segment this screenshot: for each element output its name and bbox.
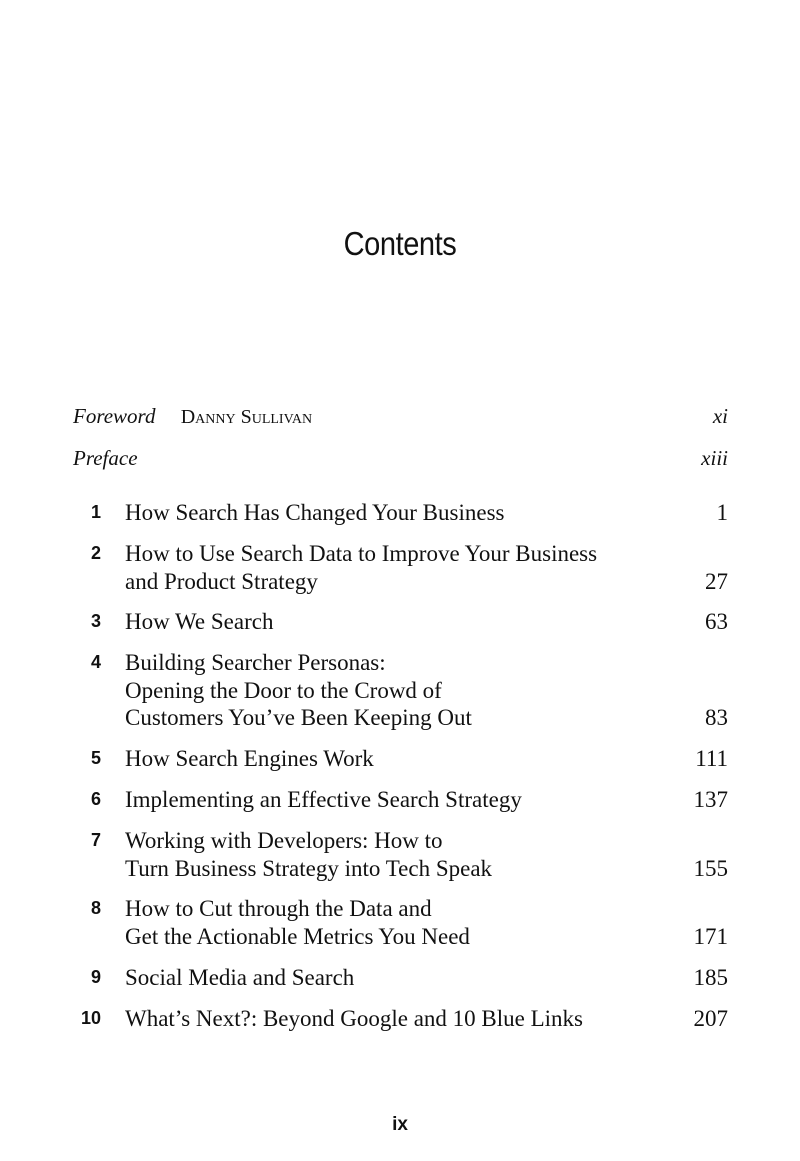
chapter-page: 171: [693, 923, 728, 949]
front-matter-preface: [73, 445, 728, 471]
chapter-number: 7: [90, 830, 101, 850]
page-title: Contents: [343, 225, 457, 262]
chapter-page: 137: [693, 787, 728, 812]
front-matter-label: Foreword: [73, 404, 156, 428]
chapter-number: 1: [90, 502, 101, 522]
chapter-title-line: How Search Has Changed Your Business: [125, 500, 505, 525]
chapter-title-line: Customers You’ve Been Keeping Out: [125, 705, 472, 730]
chapter-title: [125, 827, 665, 882]
chapter-title: [125, 964, 665, 992]
chapter-title-line: How We Search: [125, 609, 274, 634]
chapter-title-line: How to Cut through the Data and: [125, 896, 432, 921]
chapter-number: 3: [90, 611, 101, 631]
chapter-page: 63: [705, 609, 728, 634]
chapter-page: 27: [705, 568, 728, 594]
chapter-number: 4: [90, 652, 101, 672]
toc-entry-chapter-8: [73, 895, 728, 950]
chapter-title: [125, 608, 665, 636]
chapter-title-line: Opening the Door to the Crowd of: [125, 677, 442, 703]
toc-entry-chapter-9: [73, 964, 728, 992]
chapter-page: 1: [716, 500, 728, 525]
chapter-title-line: Working with Developers: How to: [125, 828, 443, 853]
chapter-title-line: Social Media and Search: [125, 965, 355, 990]
toc-entry-chapter-10: [73, 1005, 728, 1033]
chapter-number: 8: [90, 898, 101, 918]
chapter-title: [125, 895, 665, 950]
toc-entry-chapter-5: [73, 745, 728, 773]
front-matter-foreword: [73, 403, 728, 429]
chapter-number: 2: [90, 543, 101, 563]
chapter-title: [125, 540, 665, 595]
chapter-title-line: Building Searcher Personas:: [125, 650, 386, 675]
chapter-title-line: Turn Business Strategy into Tech Speak: [125, 855, 493, 881]
chapter-number: 5: [90, 748, 101, 768]
chapter-title-line: What’s Next?: Beyond Google and 10 Blue Links: [125, 1006, 584, 1031]
toc-entry-chapter-3: [73, 608, 728, 636]
chapter-title: [125, 1005, 665, 1033]
chapter-title-line: How to Use Search Data to Improve Your Business: [125, 541, 598, 566]
front-matter-author: Danny Sullivan: [180, 406, 313, 428]
toc-entry-chapter-1: [73, 499, 728, 527]
chapter-title-line: and Product Strategy: [125, 568, 318, 594]
toc-entry-chapter-6: [73, 786, 728, 814]
toc-entry-chapter-7: [73, 827, 728, 882]
chapter-title: [125, 786, 665, 814]
chapter-title-line: Get the Actionable Metrics You Need: [125, 923, 470, 949]
page-folio: ix: [392, 1114, 408, 1135]
front-matter-page: xi: [712, 404, 728, 428]
chapter-number: 6: [90, 789, 101, 809]
chapter-title-line: How Search Engines Work: [125, 746, 374, 771]
chapter-page: 207: [693, 1006, 728, 1031]
chapter-title: [125, 745, 665, 773]
toc-entry-chapter-4: [73, 649, 728, 732]
chapter-page: 83: [705, 705, 728, 730]
toc-entry-chapter-2: [73, 540, 728, 595]
front-matter-label: Preface: [73, 446, 138, 470]
chapter-page: 111: [695, 746, 728, 771]
front-matter-page: xiii: [701, 446, 728, 470]
chapter-title: [125, 499, 665, 527]
chapter-title-line: Implementing an Effective Search Strategy: [125, 787, 522, 812]
chapter-number: 10: [80, 1008, 101, 1028]
chapter-number: 9: [90, 967, 101, 987]
chapter-page: 155: [693, 855, 728, 881]
chapter-title: [125, 649, 665, 732]
chapter-page: 185: [693, 965, 728, 990]
